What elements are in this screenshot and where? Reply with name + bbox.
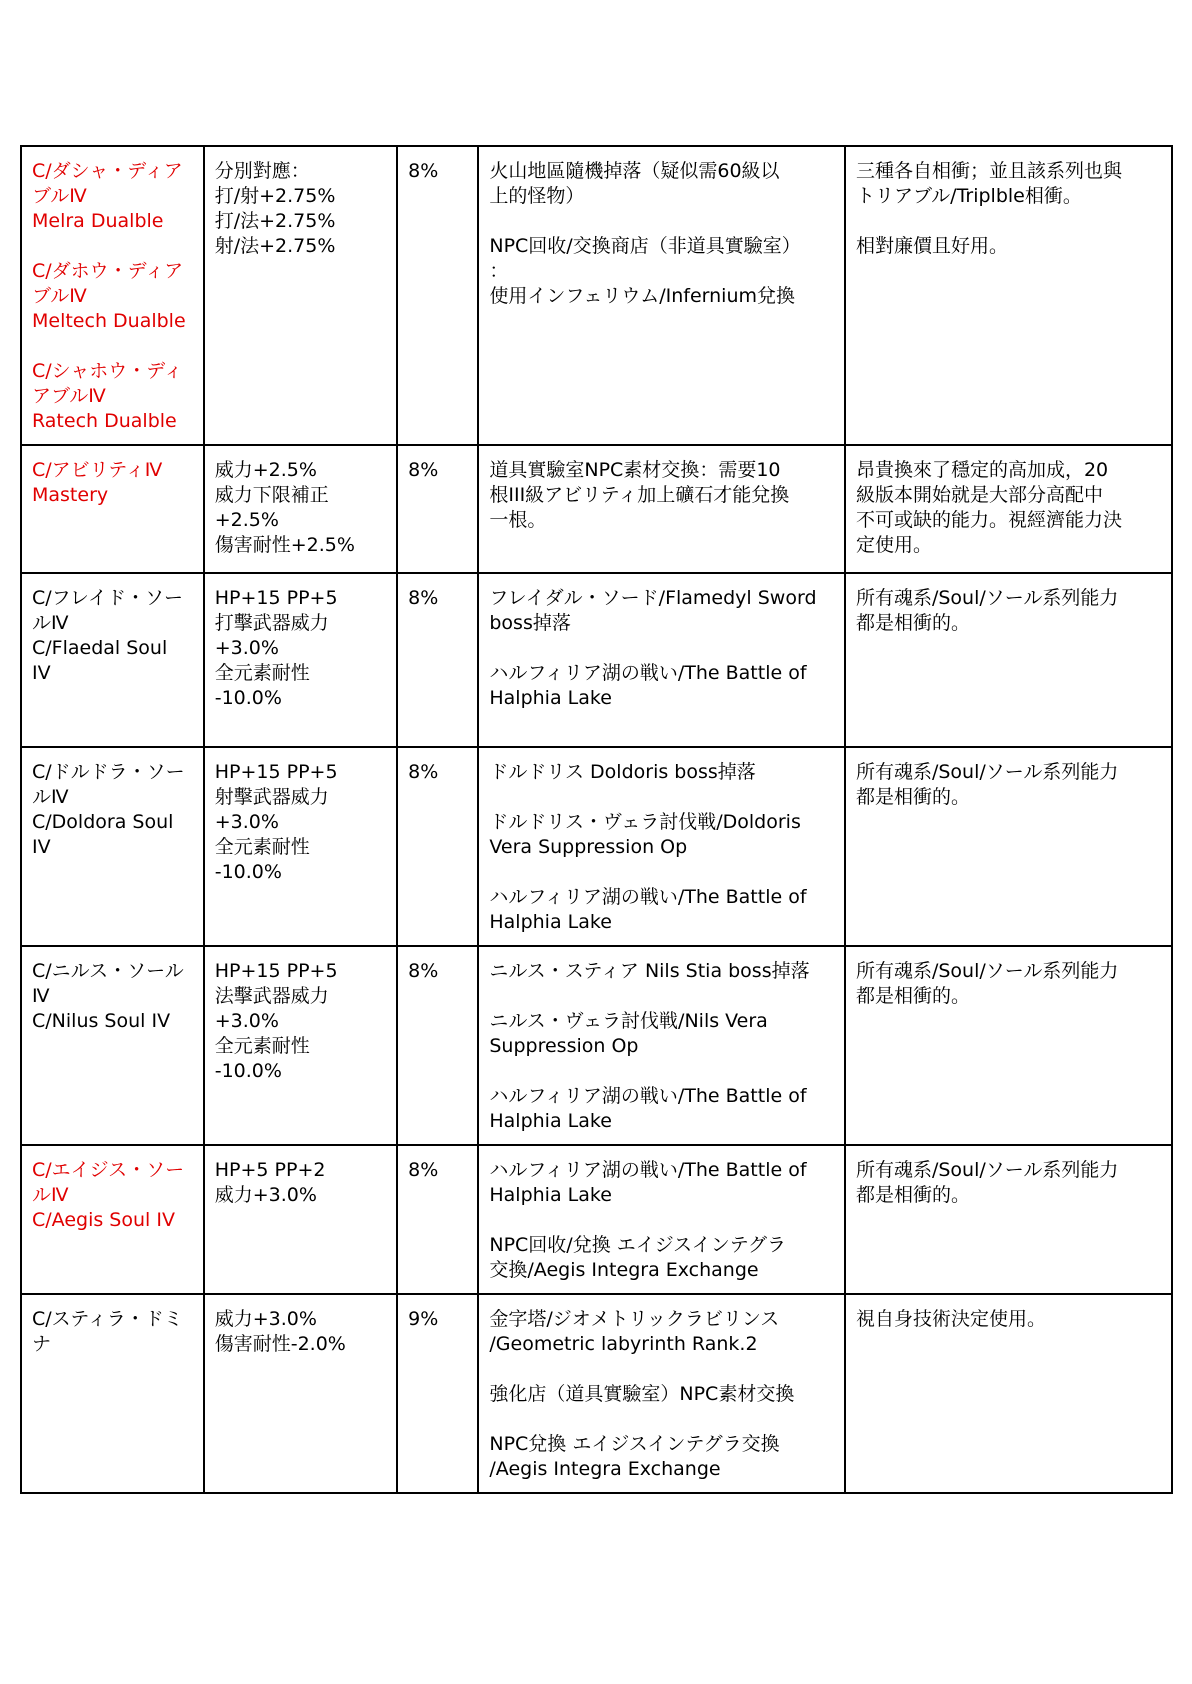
spacer bbox=[489, 785, 834, 810]
table-row bbox=[21, 573, 1172, 747]
rate-value: 8% bbox=[408, 761, 439, 783]
rate-cell bbox=[397, 146, 478, 445]
name-line: C/ニルス・ソール bbox=[32, 960, 184, 982]
rate-cell bbox=[397, 1145, 478, 1294]
spacer bbox=[489, 1208, 834, 1233]
note-cell bbox=[845, 573, 1172, 747]
table-body bbox=[21, 146, 1172, 1493]
source-line: 道具實驗室NPC素材交換：需要10 bbox=[489, 459, 781, 481]
rate-value: 8% bbox=[408, 587, 439, 609]
source-line: /Aegis Integra Exchange bbox=[489, 1458, 721, 1480]
source-line: ハルフィリア湖の戦い/The Battle of bbox=[489, 886, 807, 908]
effect-line: +3.0% bbox=[214, 811, 279, 833]
table-row bbox=[21, 146, 1172, 445]
ability-table bbox=[20, 145, 1173, 1494]
name-cell bbox=[21, 1145, 204, 1294]
effect-line: 威力下限補正 bbox=[214, 484, 329, 506]
effect-line: 打擊武器威力 bbox=[214, 612, 329, 634]
effect-cell bbox=[204, 946, 397, 1145]
name-cell bbox=[21, 573, 204, 747]
spacer bbox=[489, 711, 834, 736]
note-line: 昂貴換來了穩定的高加成，20 bbox=[855, 459, 1109, 481]
note-line: 都是相衝的。 bbox=[855, 985, 970, 1007]
effect-line: 法擊武器威力 bbox=[214, 985, 329, 1007]
effect-line: -10.0% bbox=[214, 861, 282, 883]
rate-cell bbox=[397, 747, 478, 946]
name-line: ルⅣ bbox=[32, 786, 69, 808]
effect-line: HP+15 PP+5 bbox=[214, 587, 338, 609]
spacer bbox=[489, 1407, 834, 1432]
name-line: ルⅣ bbox=[32, 1184, 69, 1206]
table-row bbox=[21, 946, 1172, 1145]
source-line: ハルフィリア湖の戦い/The Battle of bbox=[489, 1159, 807, 1181]
note-line: 都是相衝的。 bbox=[855, 612, 970, 634]
name-line: ルⅣ bbox=[32, 612, 69, 634]
note-line: 所有魂系/Soul/ソール系列能力 bbox=[855, 761, 1119, 783]
effect-line: -10.0% bbox=[214, 687, 282, 709]
rate-value: 8% bbox=[408, 160, 439, 182]
name-line: Ⅳ bbox=[32, 985, 50, 1007]
name-line: C/Flaedal Soul bbox=[32, 637, 168, 659]
note-line: 都是相衝的。 bbox=[855, 1184, 970, 1206]
effect-line: 打/法+2.75% bbox=[214, 210, 336, 232]
name-line: C/シャホウ・ディ bbox=[32, 360, 183, 382]
note-line: 所有魂系/Soul/ソール系列能力 bbox=[855, 587, 1119, 609]
source-line: フレイダル・ソード/Flamedyl Sword bbox=[489, 587, 817, 609]
spacer bbox=[489, 860, 834, 885]
note-cell bbox=[845, 146, 1172, 445]
name-line: C/アビリティⅣ bbox=[32, 459, 163, 481]
name-line: Mastery bbox=[32, 484, 109, 506]
source-line: ニルス・ヴェラ討伐戦/Nils Vera bbox=[489, 1010, 768, 1032]
name-cell bbox=[21, 146, 204, 445]
rate-cell bbox=[397, 573, 478, 747]
source-cell bbox=[478, 573, 845, 747]
rate-cell bbox=[397, 445, 478, 573]
name-cell bbox=[21, 445, 204, 573]
effect-line: +3.0% bbox=[214, 1010, 279, 1032]
rate-cell bbox=[397, 946, 478, 1145]
source-cell bbox=[478, 445, 845, 573]
source-line: 根III級アビリティ加上礦石才能兌換 bbox=[489, 484, 790, 506]
effect-line: +2.5% bbox=[214, 509, 279, 531]
effect-line: HP+5 PP+2 bbox=[214, 1159, 326, 1181]
spacer bbox=[856, 209, 1161, 234]
source-line: 火山地區隨機掉落（疑似需60級以 bbox=[489, 160, 780, 182]
note-cell bbox=[845, 1294, 1172, 1493]
name-line: IV bbox=[32, 662, 51, 684]
rate-value: 8% bbox=[408, 459, 439, 481]
source-cell bbox=[478, 747, 845, 946]
rate-value: 8% bbox=[408, 960, 439, 982]
effect-line: 傷害耐性-2.0% bbox=[214, 1333, 346, 1355]
source-line: 上的怪物） bbox=[489, 185, 585, 207]
source-cell bbox=[478, 1294, 845, 1493]
spacer bbox=[32, 334, 193, 359]
source-line: NPC回收/交換商店（非道具實驗室） bbox=[489, 235, 801, 257]
name-line: ブルⅣ bbox=[32, 285, 87, 307]
source-cell bbox=[478, 146, 845, 445]
source-line: Halphia Lake bbox=[489, 911, 612, 933]
spacer bbox=[489, 1357, 834, 1382]
note-cell bbox=[845, 946, 1172, 1145]
source-line: 使用インフェリウム/Infernium兌換 bbox=[489, 285, 796, 307]
effect-line: HP+15 PP+5 bbox=[214, 761, 338, 783]
note-line: 不可或缺的能力。視經濟能力決 bbox=[855, 509, 1122, 531]
source-line: 一根。 bbox=[489, 509, 547, 531]
name-cell bbox=[21, 1294, 204, 1493]
effect-line: HP+15 PP+5 bbox=[214, 960, 338, 982]
name-line: Meltech Dualble bbox=[32, 310, 186, 332]
rate-value: 8% bbox=[408, 1159, 439, 1181]
name-line: Melra Dualble bbox=[32, 210, 164, 232]
source-line: ハルフィリア湖の戦い/The Battle of bbox=[489, 1085, 807, 1107]
source-cell bbox=[478, 1145, 845, 1294]
effect-cell bbox=[204, 146, 397, 445]
name-line: IV bbox=[32, 836, 51, 858]
source-line: 交換/Aegis Integra Exchange bbox=[489, 1259, 759, 1281]
effect-cell bbox=[204, 1294, 397, 1493]
effect-line: 威力+3.0% bbox=[214, 1308, 317, 1330]
name-cell bbox=[21, 747, 204, 946]
source-line: ドルドリス Doldoris boss掉落 bbox=[489, 761, 756, 783]
name-line: C/ダシャ・ディア bbox=[32, 160, 183, 182]
effect-line: 分別對應： bbox=[214, 160, 310, 182]
name-line: C/Doldora Soul bbox=[32, 811, 174, 833]
spacer bbox=[489, 984, 834, 1009]
spacer bbox=[489, 209, 834, 234]
effect-cell bbox=[204, 445, 397, 573]
table-row bbox=[21, 1294, 1172, 1493]
note-line: 三種各自相衝；並且該系列也與 bbox=[855, 160, 1122, 182]
source-line: ： bbox=[489, 260, 509, 282]
note-line: トリアブル/Triplble相衝。 bbox=[855, 185, 1082, 207]
source-line: 強化店（道具實驗室）NPC素材交換 bbox=[489, 1383, 795, 1405]
source-line: ドルドリス・ヴェラ討伐戦/Doldoris bbox=[489, 811, 801, 833]
source-line: /Geometric labyrinth Rank.2 bbox=[489, 1333, 758, 1355]
name-line: C/ドルドラ・ソー bbox=[32, 761, 185, 783]
source-cell bbox=[478, 946, 845, 1145]
effect-line: 全元素耐性 bbox=[214, 662, 310, 684]
effect-cell bbox=[204, 747, 397, 946]
note-line: 都是相衝的。 bbox=[855, 786, 970, 808]
effect-line: 威力+2.5% bbox=[214, 459, 317, 481]
source-line: ニルス・スティア Nils Stia boss掉落 bbox=[489, 960, 810, 982]
note-line: 所有魂系/Soul/ソール系列能力 bbox=[855, 1159, 1119, 1181]
note-cell bbox=[845, 1145, 1172, 1294]
table-row bbox=[21, 1145, 1172, 1294]
name-line: C/Nilus Soul IV bbox=[32, 1010, 171, 1032]
source-line: Halphia Lake bbox=[489, 687, 612, 709]
spacer bbox=[489, 636, 834, 661]
source-line: Halphia Lake bbox=[489, 1184, 612, 1206]
effect-line: 打/射+2.75% bbox=[214, 185, 336, 207]
source-line: NPC兌換 エイジスインテグラ交換 bbox=[489, 1433, 780, 1455]
effect-line: -10.0% bbox=[214, 1060, 282, 1082]
note-line: 級版本開始就是大部分高配中 bbox=[855, 484, 1103, 506]
name-line: C/フレイド・ソー bbox=[32, 587, 183, 609]
name-line: C/スティラ・ドミナ bbox=[32, 1308, 183, 1355]
name-line: C/エイジス・ソー bbox=[32, 1159, 185, 1181]
rate-cell bbox=[397, 1294, 478, 1493]
table-row bbox=[21, 747, 1172, 946]
effect-cell bbox=[204, 1145, 397, 1294]
note-cell bbox=[845, 747, 1172, 946]
note-line: 相對廉價且好用。 bbox=[855, 235, 1008, 257]
source-line: Suppression Op bbox=[489, 1035, 639, 1057]
source-line: Halphia Lake bbox=[489, 1110, 612, 1132]
name-cell bbox=[21, 946, 204, 1145]
name-line: アブルⅣ bbox=[32, 385, 106, 407]
effect-line: 射/法+2.75% bbox=[214, 235, 336, 257]
effect-line: +3.0% bbox=[214, 637, 279, 659]
source-line: NPC回收/兌換 エイジスインテグラ bbox=[489, 1234, 787, 1256]
name-line: ブルⅣ bbox=[32, 185, 87, 207]
effect-line: 全元素耐性 bbox=[214, 836, 310, 858]
effect-cell bbox=[204, 573, 397, 747]
source-line: boss掉落 bbox=[489, 612, 571, 634]
source-line: Vera Suppression Op bbox=[489, 836, 688, 858]
effect-line: 全元素耐性 bbox=[214, 1035, 310, 1057]
note-cell bbox=[845, 445, 1172, 573]
name-line: C/ダホウ・ディア bbox=[32, 260, 184, 282]
rate-value: 9% bbox=[408, 1308, 439, 1330]
effect-line: 射擊武器威力 bbox=[214, 786, 329, 808]
note-line: 定使用。 bbox=[855, 534, 932, 556]
note-line: 所有魂系/Soul/ソール系列能力 bbox=[855, 960, 1119, 982]
source-line: 金字塔/ジオメトリックラビリンス bbox=[489, 1308, 780, 1330]
name-line: Ratech Dualble bbox=[32, 410, 177, 432]
name-line: C/Aegis Soul IV bbox=[32, 1209, 175, 1231]
note-line: 視自身技術決定使用。 bbox=[855, 1308, 1046, 1330]
source-line: ハルフィリア湖の戦い/The Battle of bbox=[489, 662, 807, 684]
effect-line: 威力+3.0% bbox=[214, 1184, 317, 1206]
effect-line: 傷害耐性+2.5% bbox=[214, 534, 355, 556]
spacer bbox=[32, 234, 193, 259]
spacer bbox=[489, 1059, 834, 1084]
table-row bbox=[21, 445, 1172, 573]
